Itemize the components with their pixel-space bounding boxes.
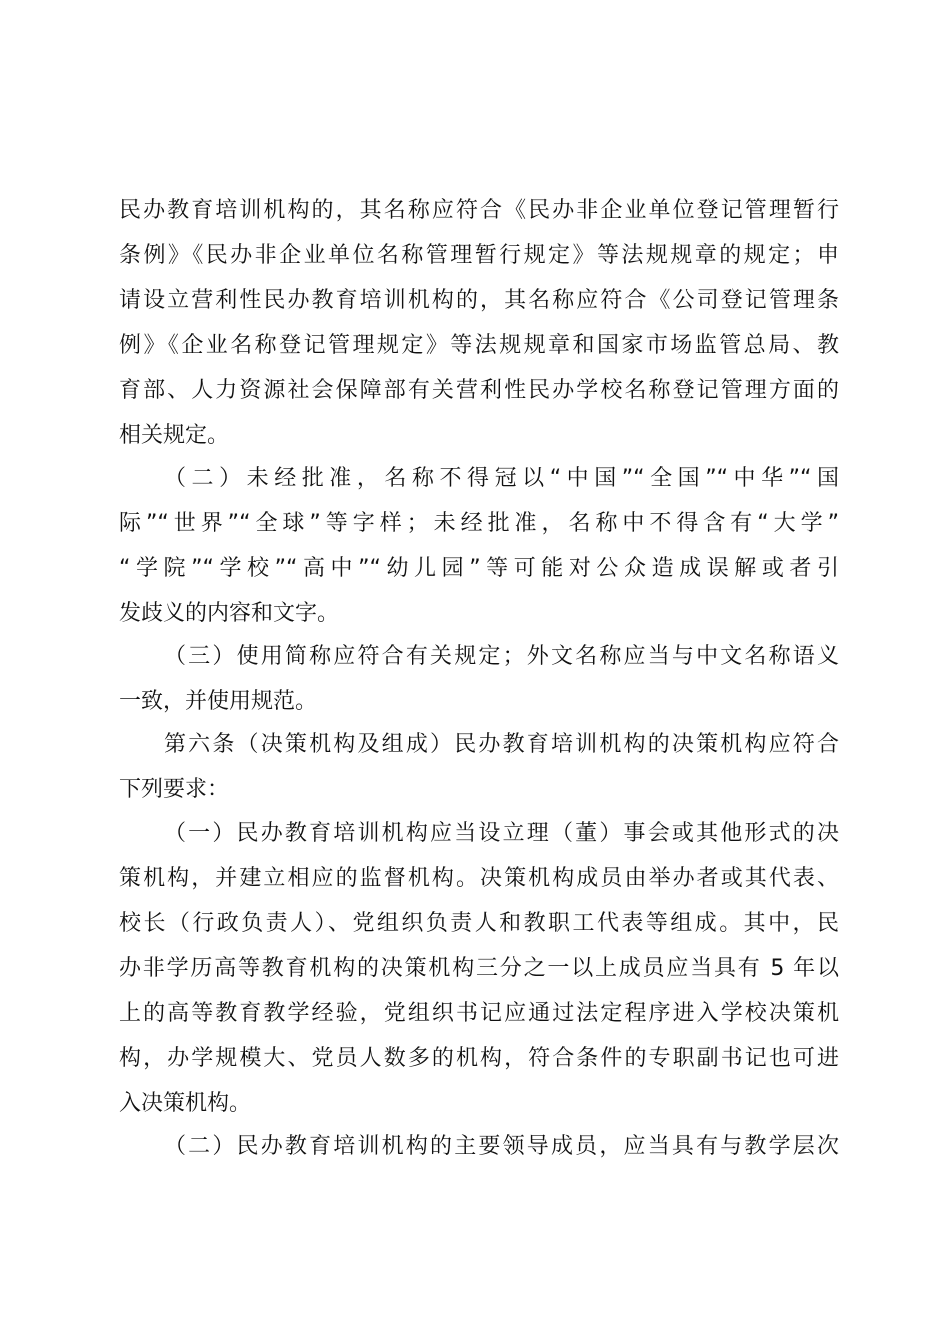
text-line: 际”“世界”“全球”等字样；未经批准，名称中不得含有“大学” xyxy=(119,511,839,536)
text-line: （一）民办教育培训机构应当设立理（董）事会或其他形式的决 xyxy=(164,821,839,846)
text-line: 办非学历高等教育机构的决策机构三分之一以上成员应当具有 5 年以 xyxy=(119,956,839,981)
text-line: 构，办学规模大、党员人数多的机构，符合条件的专职副书记也可进 xyxy=(119,1046,839,1071)
text-line: 请设立营利性民办教育培训机构的，其名称应符合《公司登记管理条 xyxy=(119,288,839,313)
text-line: （三）使用简称应符合有关规定；外文名称应当与中文名称语义 xyxy=(164,644,839,669)
text-line: 一致，并使用规范。 xyxy=(119,689,318,714)
text-line: 相关规定。 xyxy=(119,423,230,448)
text-line: 民办教育培训机构的，其名称应符合《民办非企业单位登记管理暂行 xyxy=(119,198,839,223)
text-line: 发歧义的内容和文字。 xyxy=(119,601,340,626)
section-heading-line: 第六条（决策机构及组成）民办教育培训机构的决策机构应符合 xyxy=(164,732,839,757)
text-line: “学院”“学校”“高中”“幼儿园”等可能对公众造成误解或者引 xyxy=(119,556,839,581)
text-line: 下列要求： xyxy=(119,777,230,802)
text-line: 例》《企业名称登记管理规定》等法规规章和国家市场监管总局、教 xyxy=(119,333,839,358)
text-line: 入决策机构。 xyxy=(119,1091,252,1116)
text-line: 校长（行政负责人）、党组织负责人和教职工代表等组成。其中，民 xyxy=(119,911,839,936)
text-line: （二）未经批准，名称不得冠以“中国”“全国”“中华”“国 xyxy=(164,466,839,491)
text-line: 策机构，并建立相应的监督机构。决策机构成员由举办者或其代表、 xyxy=(119,866,839,891)
text-line: （二）民办教育培训机构的主要领导成员，应当具有与教学层次 xyxy=(164,1134,839,1159)
text-line: 育部、人力资源社会保障部有关营利性民办学校名称登记管理方面的 xyxy=(119,378,839,403)
text-line: 条例》《民办非企业单位名称管理暂行规定》等法规规章的规定；申 xyxy=(119,243,839,268)
text-line: 上的高等教育教学经验，党组织书记应通过法定程序进入学校决策机 xyxy=(119,1001,839,1026)
